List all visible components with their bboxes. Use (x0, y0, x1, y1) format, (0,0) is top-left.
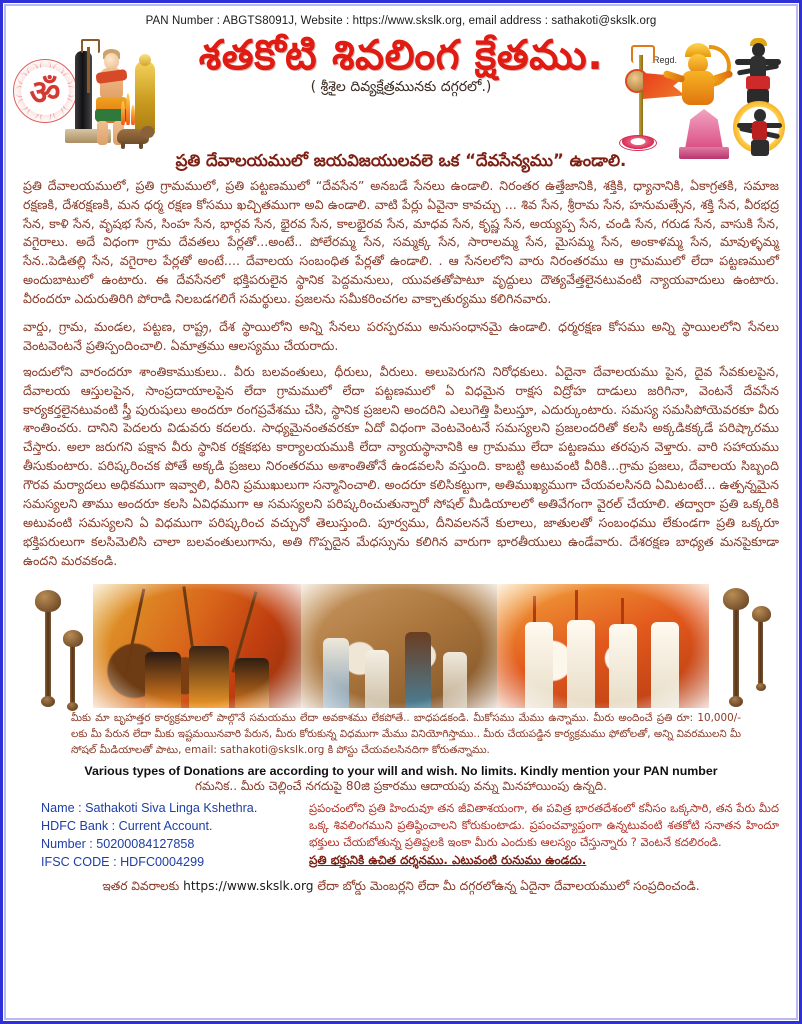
trishul-top-icon (631, 45, 655, 63)
header-banner (9, 27, 793, 147)
article-heading: ప్రతి దేవాలయములో జయవిజయులవలె ఒక “దేవసేన్యము” ఉండాలి. (175, 151, 627, 170)
donation-telugu-note: మీకు మా బృహత్తర కార్యక్రమాలలో పాల్గొనే సమయము లేదా అవకాశము లేకపోతే.. బాధపడకండి. మీకోసము మేము ఉన్నాము. మీరు అందించే ప్రతి రూ: 10,000/- లకు మీ పేరున లేదా మీకు ఇష్టమయినవారి పేరున, మీరు కోరుకున్న విధముగా మేము వినియోగిస్తాము.. మీరు చేయపడ్డిన కార్యక్రమము ఫోటోలతో, అన్ని వివరములని మీ సోషల్ మీడియాలతో పాటు, email: sathakoti@skslk.org కి పోస్టు చేయవలసినదిగా కోరుతన్నాము. (71, 711, 741, 756)
ceremonial-mace-icon (709, 582, 783, 708)
bank-details (17, 800, 309, 872)
right-deity-artwork (617, 39, 793, 165)
ceremonial-mace-icon (19, 582, 93, 708)
bank-and-appeal-row (9, 800, 793, 872)
village-gathering-photo (301, 584, 497, 708)
bank-account-name: Name : Sathakoti Siva Linga Kshethra. (41, 800, 258, 815)
donation-tax-note: గమనిక.. మీరు చెల్లించే నగదుపై 80జి ప్రకారము ఆదాయపు వన్ను మినహాయింపు ఉన్నది. (195, 778, 607, 793)
donation-english-line: Various types of Donations are according to your will and wish. No limits. Kindly mention your PAN number (84, 763, 718, 778)
article-paragraph-2: వార్డు, గ్రామ, మండల, పట్టణ, రాష్ట్ర, దేశ స్థాయిలోని అన్ని సేనలు పరస్పరము అనుసంధానమై ఉండాలి. ధర్మరక్షణ కోసము అన్ని స్థాయిలలోని సేనలు వెంటవెంటనే ప్రతిస్పందించాలి. ఏమాత్రము ఆలస్యము చేయరాదు. (23, 319, 779, 353)
footer-website-link[interactable]: https://www.skslk.org (183, 879, 314, 894)
page-subtitle: ( శ్రీశైల దివ్యక్షేత్రమునకు దగ్గరలో.) (310, 79, 492, 96)
temple-flagpole-icon (639, 55, 643, 141)
bank-account-number: Number : 50200084127858 (41, 836, 195, 851)
page-title: శతకోటి శివలింగ క్షేతము. (198, 31, 604, 79)
footer-prefix: ఇతర వివరాలకు (102, 879, 184, 894)
kali-deity-icon (733, 43, 783, 105)
bank-name: HDFC Bank : Current Account. (41, 818, 213, 833)
temple-gopuram-icon (677, 105, 731, 161)
footer-contact-line (9, 879, 793, 896)
pan-contact-line: PAN Number : ABGTS8091J, Website : https://www.skslk.org, email address : sathakoti@skslk.org (145, 15, 657, 27)
free-darshan-note: ప్రతి భక్తునికి ఉచిత దర్శనము. ఎటువంటి రునుము ఉండదు. (309, 853, 587, 868)
durga-deity-icon (731, 101, 787, 163)
flyer-inner (9, 9, 793, 1015)
appeal-paragraph: ప్రపంచంలోని ప్రతి హిందువూ తన జీవితాశయంగా, ఈ పవిత్ర భారతదేశంలో కనీసం ఒక్కసారి, తన పేరు మీద ఒక్క శివలింగముని ప్రతిష్ఠించాలని కోరుకుంటాడు. ప్రపంచవ్యాప్తంగా ఉన్నటువంటి శతకోటి సనాతన హిందూ భక్తులు చేయబోతున్న ప్రతిష్టలకి ఇంకా మీరు ఎందుకు ఆలస్యం చేస్తున్నారు ? వెంటనే కదలిరండి. (309, 800, 779, 850)
photo-strip (9, 580, 793, 708)
bank-ifsc-code: IFSC CODE : HDFC0004299 (41, 854, 205, 869)
flagpole-base-icon (619, 135, 657, 151)
devotees-in-white-with-flags-photo (497, 584, 709, 708)
article-content (9, 151, 793, 571)
article-paragraph-1: ప్రతి దేవాలయములో, ప్రతి గ్రామములో, ప్రతి పట్టణములో “దేవసేన” అనబడే సేనలు ఉండాలి. నిరంతర ఉత్తేజానికి, శక్తికి, ధ్యానానికి, ఏకాగ్రతకి, సమాజ రక్షణకి, దేశరక్షణకి, మన ధర్మ రక్షణ కోసము ఖచ్చితముగా అవి ఉండాలి. వాటి పేర్లు ఏవైనా కావచ్చు ... శివ సేన, శ్రీరామ సేన, హనుమత్సేన, శక్తి సేన, వీరభద్ర సేన, కాళి సేన, వృషభ సేన, సింహ సేన, భార్గవ సేన, భైరవ సేన, కాలభైరవ సేన, మాధవ సేన, కృష్ణ సేన, అయ్యప్ప సేన, చండి సేన, గరుడ సేన, వాసుకి సేన, వగైరాలు. అదే విధంగా గ్రామ దేవతలు పేర్లతో...అంటే.. పోలేరమ్మ సేన, సమ్మక్క సేన, సారాలమ్మ సేన, మైసమ్మ సేన, అంకాళమ్మ సేన, మావుళ్ళమ్మ సేన..పెడితల్లి సేన, వగైరాల పేర్లతో అంటే.... దేవాలయ సంబంధిత పేర్లతో ఉండాలి. . ఆ సేనలలోని వారు నిరంతరము ఆ గ్రామములో లేదా పట్టణములో అందుబాటులో ఉంటారు. ఈ దేవసేనలో భక్తిపరులైన స్థానిక పెద్దమనులు, యువతతోపాటూ వృద్దులు దౌత్యవేత్తలైనటువంటి న్యాయవాదులు ఉంటారు. వీరందరూ ఎదురుతిరిగి పోరాడి నిలబడగలిగే సమర్థులు. ప్రజలను సమీకరించగల వాక్చాతుర్యము కలిగినవారు. (23, 177, 779, 307)
appeal-text (309, 800, 785, 872)
article-paragraph-3: ఇందులోని వారందరూ శాంతికాముకులు.. వీరు బలవంతులు, ధీరులు, వీరులు. అలుపెరుగని నిరోధకులు. ఏదైనా దేవాలయము పైన, దైవ సేవకులపైన, దేవాలయ ఆస్తులపైన, సాంప్రదాయాలపైన లేదా గ్రామములో లేదా పట్టణములో ఏ విధమైన రాక్షస విద్రోహ దాడులు జరిగినా, వెంటనే దేవసేన కార్యకర్తలైనటువంటి స్త్రీ పురుషులు అందరూ రంగప్రవేశము చేసి, స్థానిక ప్రజలని అందరిని ఎలుగెత్తి పిలుస్తూ, ఎదుర్కుంటారు. సమస్య సమసిపోయెవరకూ వీరు శాంతించరు. దానిని పెదలరు విడువరు కదలరు. సాధ్యమైనంతవరకూ ఏదో విధంగా వెంటవెంటనే సమస్యలని ప్రజలందరితో కలసి అక్కడికక్కడే పరిష్కారము చేస్తారు. అలా జరుగని పక్షాన వీరు స్థానిక రక్షకభట కార్యాలయముకి లేదా న్యాయస్థానానికి ఆ గ్రామము లేదా పట్టణము తరపున వెళ్తారు. వారి సహాయము తీసుకుంటారు. పరిష్కరించక పోతే అక్కడి ప్రజలు నిరంతరము అశాంతితోనే ఉండవలసి వస్తుంది. కాబట్టి అటువంటి వీరికి...గ్రామ ప్రజలు, దేవాలయ సిబ్బంది గౌరవ మర్యాదలు అధికముగా ఇవ్వాలి, వీరిని ప్రముఖులుగా సన్మానించాలి. అందరూ కలిసికట్టుగా, అతిముఖ్యముగా చేయవలసినది ఏమిటంటే... ఉత్పన్నమైన సమస్యలని తాము అందరూ కలసి ఏవిధముగా ఆ సమస్యలని పరిష్కరించుతున్నారో సోషల్ మీడియాలలో అతివేగంగా వైరల్ చేయాలి. తద్వారా ప్రతి ఒక్కరికి అటువంటి సమస్యలని ఏ విధముగా పరిష్కరించ వచ్చునో తెలుస్తుంది. పూర్వము, దీనివలననే కులాలు, జాతులతో సంబంధము లేకుండగా ప్రతి ఒక్కరూ భక్తిపరులుగా కలసిమెలిసి చాలా బలవంతులుగాను, అతి గొప్పదైన మేధస్సును కలిగిన వారుగా భారతీయులు ఉండేవారు. దేశరక్షణ బాధ్యత మనపైకూడా ఉందని మరవకండి. (23, 363, 779, 568)
footer-suffix: లేదా బోర్డు మెంబర్లని లేదా మీ దగ్గరలోఉన్న ఏదైనా దేవాలయములో సంప్రదించండి. (313, 879, 700, 894)
procession-with-flags-photo (93, 584, 301, 708)
nandi-bull-icon (113, 125, 153, 149)
regd-mark: Regd. (652, 55, 677, 65)
